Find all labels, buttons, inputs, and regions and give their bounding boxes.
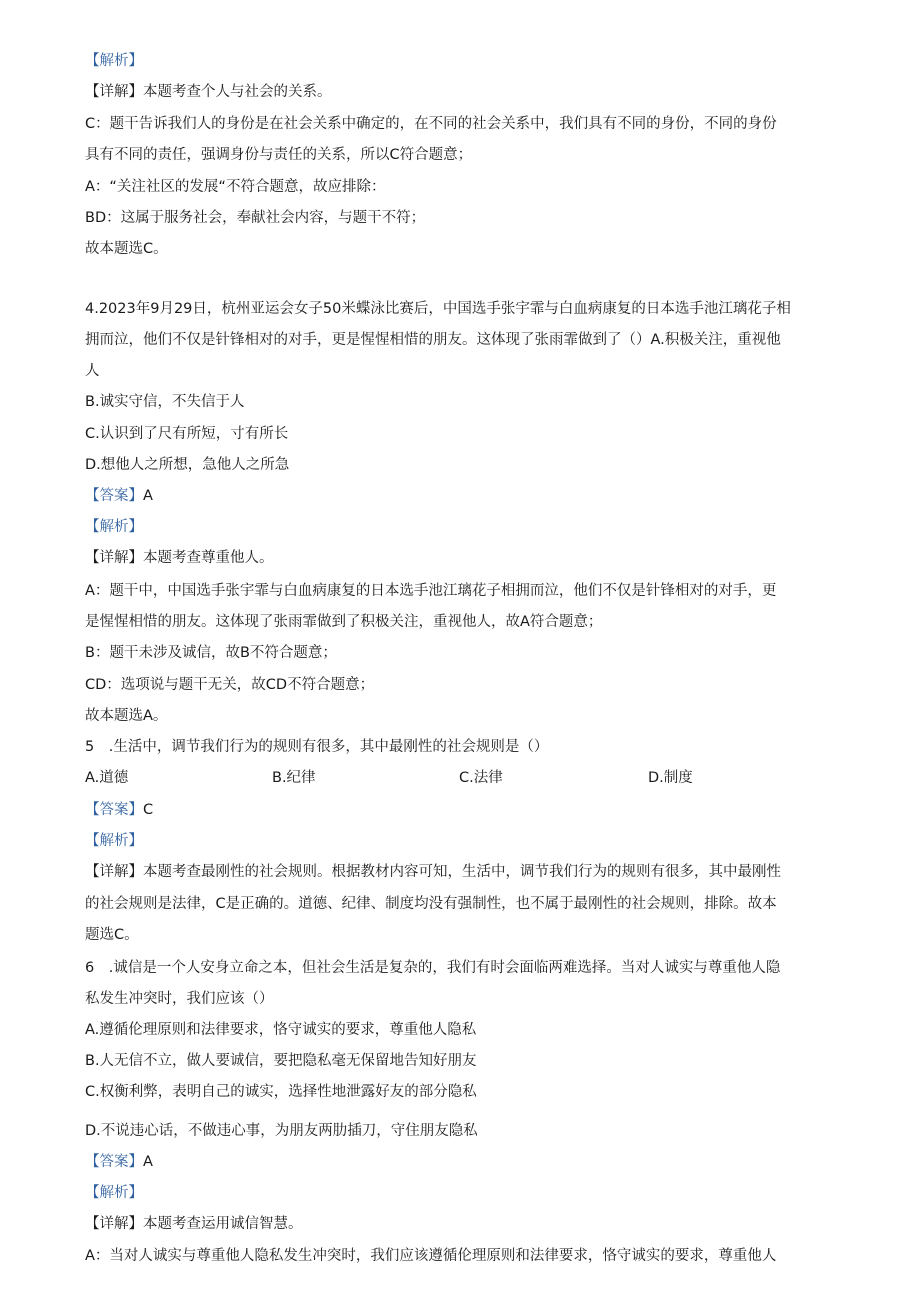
q5-option-c: C.法律: [459, 770, 503, 786]
q5-option-a: A.道德: [85, 770, 129, 786]
q5-detail-line3: 题选C。: [85, 927, 139, 943]
analysis-tag: 【解析】: [85, 53, 143, 69]
detail-text: 【详解】本题考查个人与社会的关系。: [85, 84, 332, 100]
q4-answer-row: [85, 486, 830, 506]
q4-explanation-a-line1: A：题干中，中国选手张宇霏与白血病康复的日本选手池江璃花子相拥而泣，他们不仅是针锋相对的对手，更: [85, 583, 777, 599]
analysis-tag: 【解析】: [85, 519, 143, 535]
q4-option-c: C.认识到了尺有所短，寸有所长: [85, 426, 289, 442]
q4-stem-line2: 拥而泣，他们不仅是针锋相对的对手，更是惺惺相惜的朋友。这体现了张雨霏做到了（）A.积极关注，重视他: [85, 332, 781, 348]
answer-tag: 【答案】: [85, 488, 143, 504]
q4-stem-line3: 人: [85, 363, 100, 379]
explanation-c-line2: 具有不同的责任，强调身份与责任的关系，所以C符合题意；: [85, 147, 473, 163]
q4-stem-line1: 4.2023年9月29日，杭州亚运会女子50米蝶泳比赛后，中国选手张宇霏与白血病康复的日本选手池江璃花子相: [85, 301, 791, 317]
answer-value: A: [143, 488, 153, 504]
conclusion: 故本题选C。: [85, 241, 168, 257]
q4-explanation-b: B：题干未涉及诚信，故B不符合题意；: [85, 645, 337, 661]
answer-value: A: [143, 1154, 153, 1170]
answer-tag: 【答案】: [85, 1154, 143, 1170]
q4-option-d: D.想他人之所想，急他人之所急: [85, 457, 290, 473]
q5-answer-row: [85, 800, 830, 820]
q6-stem-line2: 私发生冲突时，我们应该（）: [85, 991, 274, 1007]
q6-option-a: A.遵循伦理原则和法律要求，恪守诚实的要求，尊重他人隐私: [85, 1022, 477, 1038]
answer-tag: 【答案】: [85, 802, 143, 818]
q5-detail-line1: 【详解】本题考查最刚性的社会规则。根据教材内容可知，生活中，调节我们行为的规则有很多，其中最刚性: [85, 864, 781, 880]
q6-option-b: B.人无信不立，做人要诚信，要把隐私毫无保留地告知好朋友: [85, 1053, 477, 1069]
detail-text: 【详解】本题考查尊重他人。: [85, 550, 274, 566]
q4-explanation-cd: CD：选项说与题干无关，故CD不符合题意；: [85, 677, 375, 693]
explanation-a: A：“关注社区的发展“不符合题意，故应排除：: [85, 179, 386, 195]
q6-option-c: C.权衡利弊，表明自己的诚实，选择性地泄露好友的部分隐私: [85, 1084, 477, 1100]
q5-option-b: B.纪律: [272, 770, 316, 786]
q4-explanation-a-line2: 是惺惺相惜的朋友。这体现了张雨霏做到了积极关注，重视他人，故A符合题意；: [85, 614, 603, 630]
q6-option-d: D.不说违心话，不做违心事，为朋友两肋插刀，守住朋友隐私: [85, 1123, 478, 1139]
q4-conclusion: 故本题选A。: [85, 708, 168, 724]
q6-stem-line1: 6 .诚信是一个人安身立命之本，但社会生活是复杂的，我们有时会面临两难选择。当对人诚实与尊重他人隐: [85, 960, 781, 976]
analysis-tag: 【解析】: [85, 1185, 143, 1201]
answer-value: C: [143, 802, 154, 818]
q6-answer-row: [85, 1152, 830, 1172]
q4-option-b: B.诚实守信，不失信于人: [85, 394, 245, 410]
detail-text: 【详解】本题考查运用诚信智慧。: [85, 1216, 303, 1232]
explanation-bd: BD：这属于服务社会，奉献社会内容，与题干不符；: [85, 210, 426, 226]
explanation-c-line1: C：题干告诉我们人的身份是在社会关系中确定的，在不同的社会关系中，我们具有不同的身份，不同的身份: [85, 116, 777, 132]
q5-option-d: D.制度: [648, 770, 693, 786]
q5-stem: 5 .生活中，调节我们行为的规则有很多，其中最刚性的社会规则是（）: [85, 739, 549, 755]
q5-detail-line2: 的社会规则是法律，C是正确的。道德、纪律、制度均没有强制性，也不属于最刚性的社会规则，排除。故本: [85, 896, 777, 912]
analysis-tag: 【解析】: [85, 833, 143, 849]
q6-explanation-a: A：当对人诚实与尊重他人隐私发生冲突时，我们应该遵循伦理原则和法律要求，恪守诚实的要求，尊重他人: [85, 1248, 777, 1264]
